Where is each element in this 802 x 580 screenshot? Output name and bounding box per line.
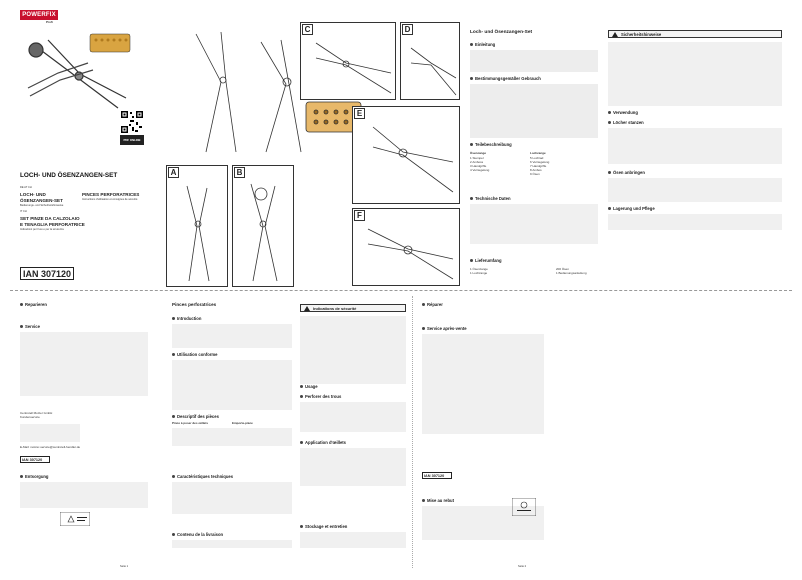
address-company: Centrotell Motzer GmbH	[20, 411, 53, 415]
parts-left-2: 2 Amboss	[470, 160, 484, 164]
text-block	[608, 214, 782, 230]
page-divider	[10, 290, 792, 291]
triman-icon	[512, 498, 536, 516]
cover-de-title-1: LOCH- UND	[20, 192, 46, 197]
section-einleitung: Einleitung	[470, 42, 495, 47]
cover-langs-left: DE AT CH	[20, 186, 32, 189]
section-loecher: Löcher stanzen	[608, 120, 644, 125]
section-caracteristiques: Caractéristiques techniques	[172, 474, 233, 479]
cover-it-sub: Indicazioni per l'uso e per la sicurezza	[20, 228, 64, 231]
figure-panel-f	[352, 208, 460, 286]
text-block	[300, 532, 406, 548]
text-block	[172, 428, 292, 446]
pliers-illustration-c	[301, 23, 397, 101]
cover-de-sub: Bedienungs- und Sicherheitshinweise	[20, 204, 64, 207]
text-block	[20, 424, 80, 442]
parts-right-4: 8 Ambos	[530, 168, 542, 172]
brand-name: POWERFIX	[22, 12, 56, 18]
section-entsorgung: Entsorgung	[20, 474, 49, 479]
cover-it-langs: IT CH	[20, 210, 27, 213]
text-block	[470, 204, 598, 244]
product-illustration	[18, 28, 138, 118]
liefer-right-1: 200 Ösen	[556, 267, 570, 271]
parts-right-3: 7 Handgriffe	[530, 164, 547, 168]
section-perforer: Perforer des trous	[300, 394, 341, 399]
liefer-left-2: 1 Lochzange	[470, 271, 488, 275]
text-block	[300, 402, 406, 432]
section-service-apres: Service après-vente	[422, 326, 467, 331]
text-block	[422, 334, 544, 434]
safety-box	[608, 30, 782, 38]
spread-divider	[412, 296, 413, 568]
brand-logo	[20, 10, 58, 20]
figure-panel-a	[166, 165, 228, 287]
recycling-icon	[60, 512, 90, 526]
figure-panel-d	[400, 22, 460, 100]
section-oesen-anbringen: Ösen anbringen	[608, 170, 645, 175]
liefer-left-1: 1 Ösenzange	[470, 267, 488, 271]
text-block	[470, 50, 598, 72]
section-stockage: Stockage et entretien	[300, 524, 347, 529]
section-service: Service	[20, 324, 40, 329]
text-block	[608, 128, 782, 164]
ian-box-fr: IAN 307120	[422, 472, 452, 479]
section-bestimmung: Bestimmungsgemäßer Gebrauch	[470, 76, 541, 81]
section-verwendung: Verwendung	[608, 110, 638, 115]
pliers-illustration-e	[353, 107, 461, 205]
parts-left-3: 3 Handgriffe	[470, 164, 487, 168]
address-department: Kundenservice	[20, 415, 40, 419]
pliers-illustration-f	[353, 209, 461, 287]
text-block	[172, 324, 292, 348]
text-block	[608, 178, 782, 202]
brand-sub: Profi	[46, 20, 53, 24]
text-block	[300, 448, 406, 486]
cover-de-title-2: ÖSENZANGEN-SET	[20, 198, 63, 203]
section-reparer: Réparer	[422, 302, 443, 307]
label-pince-oeillet: Pince à poser des œillets	[172, 421, 209, 425]
pliers-illustration-b	[233, 166, 295, 288]
section-contenu: Contenu de la livraison	[172, 532, 223, 537]
label-lochzange: Lochzange	[530, 151, 546, 155]
section-lagerung: Lagerung und Pflege	[608, 206, 655, 211]
section-reparieren: Reparieren	[20, 302, 47, 307]
text-block	[20, 482, 148, 508]
panel-label-c: C	[302, 24, 313, 35]
text-block	[300, 316, 406, 384]
panel-label-f: F	[354, 210, 365, 221]
pdf-online-badge: PDF ONLINE	[120, 135, 144, 145]
print-mark-left: Seite 1	[120, 565, 129, 568]
text-block	[172, 482, 292, 514]
parts-right-5: 9 Ösen	[530, 172, 540, 176]
label-emporte-piece: Emporte-pièce	[232, 421, 253, 425]
pliers-illustration-a	[167, 166, 229, 288]
panel-label-e: E	[354, 108, 365, 119]
cover-it-title-2: E TENAGLIA PERFORATRICE	[20, 222, 85, 227]
section-application: Application d'œillets	[300, 440, 346, 445]
section-introduction: Introduction	[172, 316, 201, 321]
panel-label-d: D	[402, 24, 413, 35]
text-block	[470, 84, 598, 138]
cover-fr-sub: Instructions d'utilisation et consignes de sécurité	[82, 198, 138, 201]
section-descriptif: Descriptif des pièces	[172, 414, 219, 419]
parts-right-2: 6 Verriegelung	[530, 160, 550, 164]
de-page-title: Loch- und Ösenzangen-Set	[470, 30, 533, 35]
section-sicherheit: Sicherheitshinweise	[621, 31, 662, 37]
label-oesenzange: Ösenzange	[470, 151, 487, 155]
fr-page-title: Pinces perforatrices	[172, 302, 217, 307]
cover-title: LOCH- UND ÖSENZANGEN-SET	[20, 172, 118, 179]
text-block	[608, 42, 782, 106]
print-mark-right: Seite 2	[518, 565, 527, 568]
figure-panel-b	[232, 165, 294, 287]
parts-right-1: 5 Lochrad	[530, 156, 544, 160]
warning-icon	[304, 306, 310, 311]
cover-it-title-1: SET PINZE DA CALZOLAIO	[20, 216, 80, 221]
section-utilisation: Utilisation conforme	[172, 352, 217, 357]
text-block	[20, 332, 148, 396]
figure-panel-c	[300, 22, 396, 100]
liefer-right-2: 1 Bedienungsanleitung	[556, 271, 587, 275]
text-block	[172, 360, 292, 410]
section-mise-rebut: Mise au rebut	[422, 498, 454, 503]
parts-left-1: 1 Stempel	[470, 156, 484, 160]
figure-panel-e	[352, 106, 460, 204]
contact-email: E-Mail: motzer-service@centrotell-hendler.de	[20, 445, 81, 449]
text-block	[172, 540, 292, 548]
section-lieferumfang: Lieferumfang	[470, 258, 502, 263]
cover-ian: IAN 307120	[20, 267, 74, 280]
warning-icon	[612, 32, 618, 37]
section-technische-daten: Technische Daten	[470, 196, 511, 201]
section-indications: Indications de sécurité	[313, 305, 357, 311]
panel-label-b: B	[234, 167, 245, 178]
panel-label-a: A	[168, 167, 179, 178]
ian-box-de: IAN 307120	[20, 456, 50, 463]
qr-code	[120, 110, 144, 134]
section-usage: Usage	[300, 384, 318, 389]
indications-box	[300, 304, 406, 312]
section-teile: Teilebeschreibung	[470, 142, 512, 147]
cover-fr-title: PINCES PERFORATRICES	[82, 192, 140, 197]
parts-left-4: 4 Verriegelung	[470, 168, 490, 172]
